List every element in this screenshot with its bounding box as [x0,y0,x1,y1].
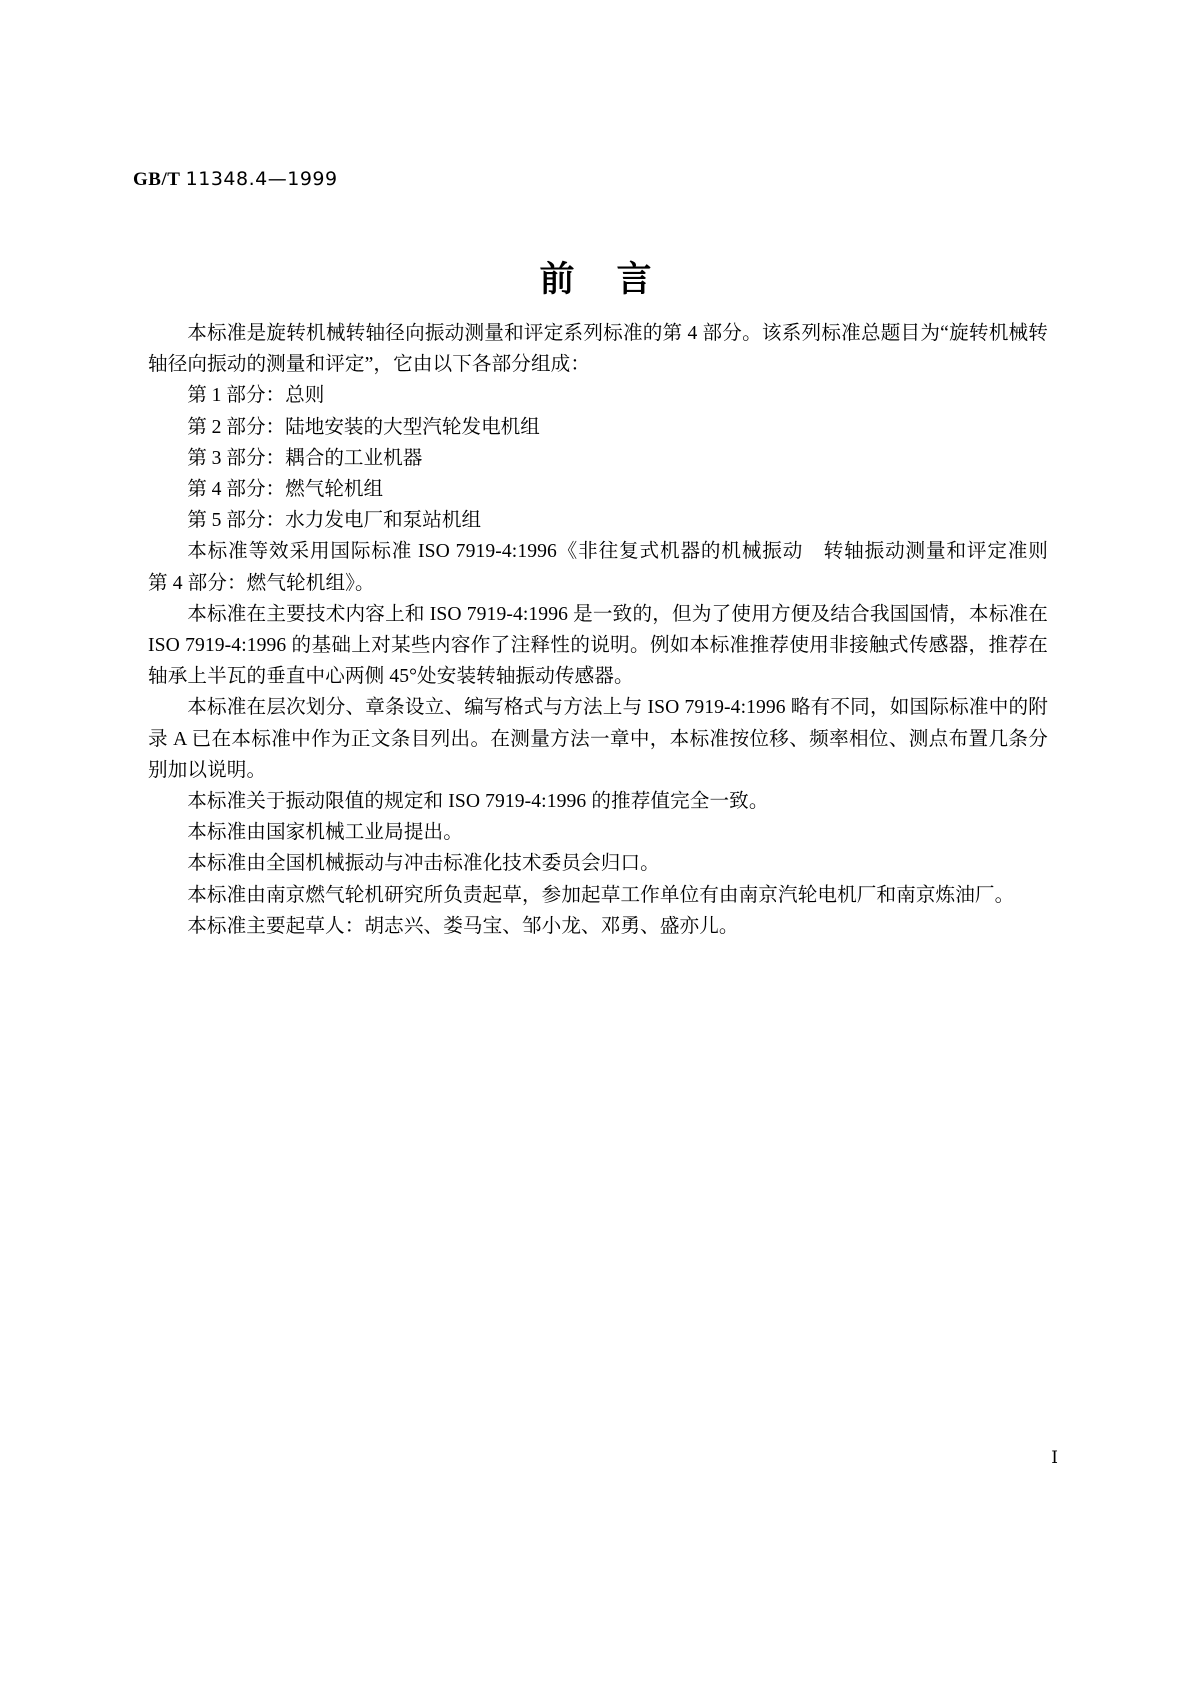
foreword-paragraph: 本标准由南京燃气轮机研究所负责起草，参加起草工作单位有由南京汽轮电机厂和南京炼油厂。 [187,884,1015,906]
list-item: 第 4 部分：燃气轮机组 [187,479,384,501]
list-item: 第 2 部分：陆地安装的大型汽轮发电机组 [187,416,540,438]
foreword-body [148,318,1068,942]
standard-number-header [133,168,338,191]
foreword-paragraph: 本标准在层次划分、章条设立、编写格式与方法上与 ISO 7919-4:1996 略有不同，如国际标准中的附录 A 已在本标准中作为正文条目列出。在测量方法一章中，本标准按位移、频率相位、测点布置几条分别加以说明。 [148,697,1048,781]
standard-number: 11348.4—1999 [185,168,338,190]
list-item: 第 1 部分：总则 [187,385,325,407]
page-number: I [1051,1448,1058,1468]
foreword-paragraph: 本标准关于振动限值的规定和 ISO 7919-4:1996 的推荐值完全一致。 [187,791,769,813]
foreword-paragraph: 本标准主要起草人：胡志兴、娄马宝、邹小龙、邓勇、盛亦儿。 [187,915,739,937]
foreword-paragraph: 本标准由全国机械振动与冲击标准化技术委员会归口。 [187,853,660,875]
standard-prefix: GB/T [133,169,181,190]
page-title: 前言 [539,260,694,300]
foreword-paragraph: 本标准在主要技术内容上和 ISO 7919-4:1996 是一致的，但为了使用方便及结合我国国情，本标准在 ISO 7919-4:1996 的基础上对某些内容作了注释性的说明。例如本标准推荐使用非接触式传感器，推荐在轴承上半瓦的垂直中心两侧 45°处安装转轴振动传感器。 [148,603,1048,688]
foreword-paragraph: 本标准等效采用国际标准 ISO 7919-4:1996《非往复式机器的机械振动 转轴振动测量和评定准则 第 4 部分：燃气轮机组》。 [148,541,1068,594]
foreword-paragraph: 本标准由国家机械工业局提出。 [187,822,463,844]
list-item: 第 3 部分：耦合的工业机器 [187,447,423,469]
foreword-intro-paragraph: 本标准是旋转机械转轴径向振动测量和评定系列标准的第 4 部分。该系列标准总题目为“旋转机械转轴径向振动的测量和评定”，它由以下各部分组成： [148,323,1048,376]
list-item: 第 5 部分：水力发电厂和泵站机组 [187,510,482,532]
